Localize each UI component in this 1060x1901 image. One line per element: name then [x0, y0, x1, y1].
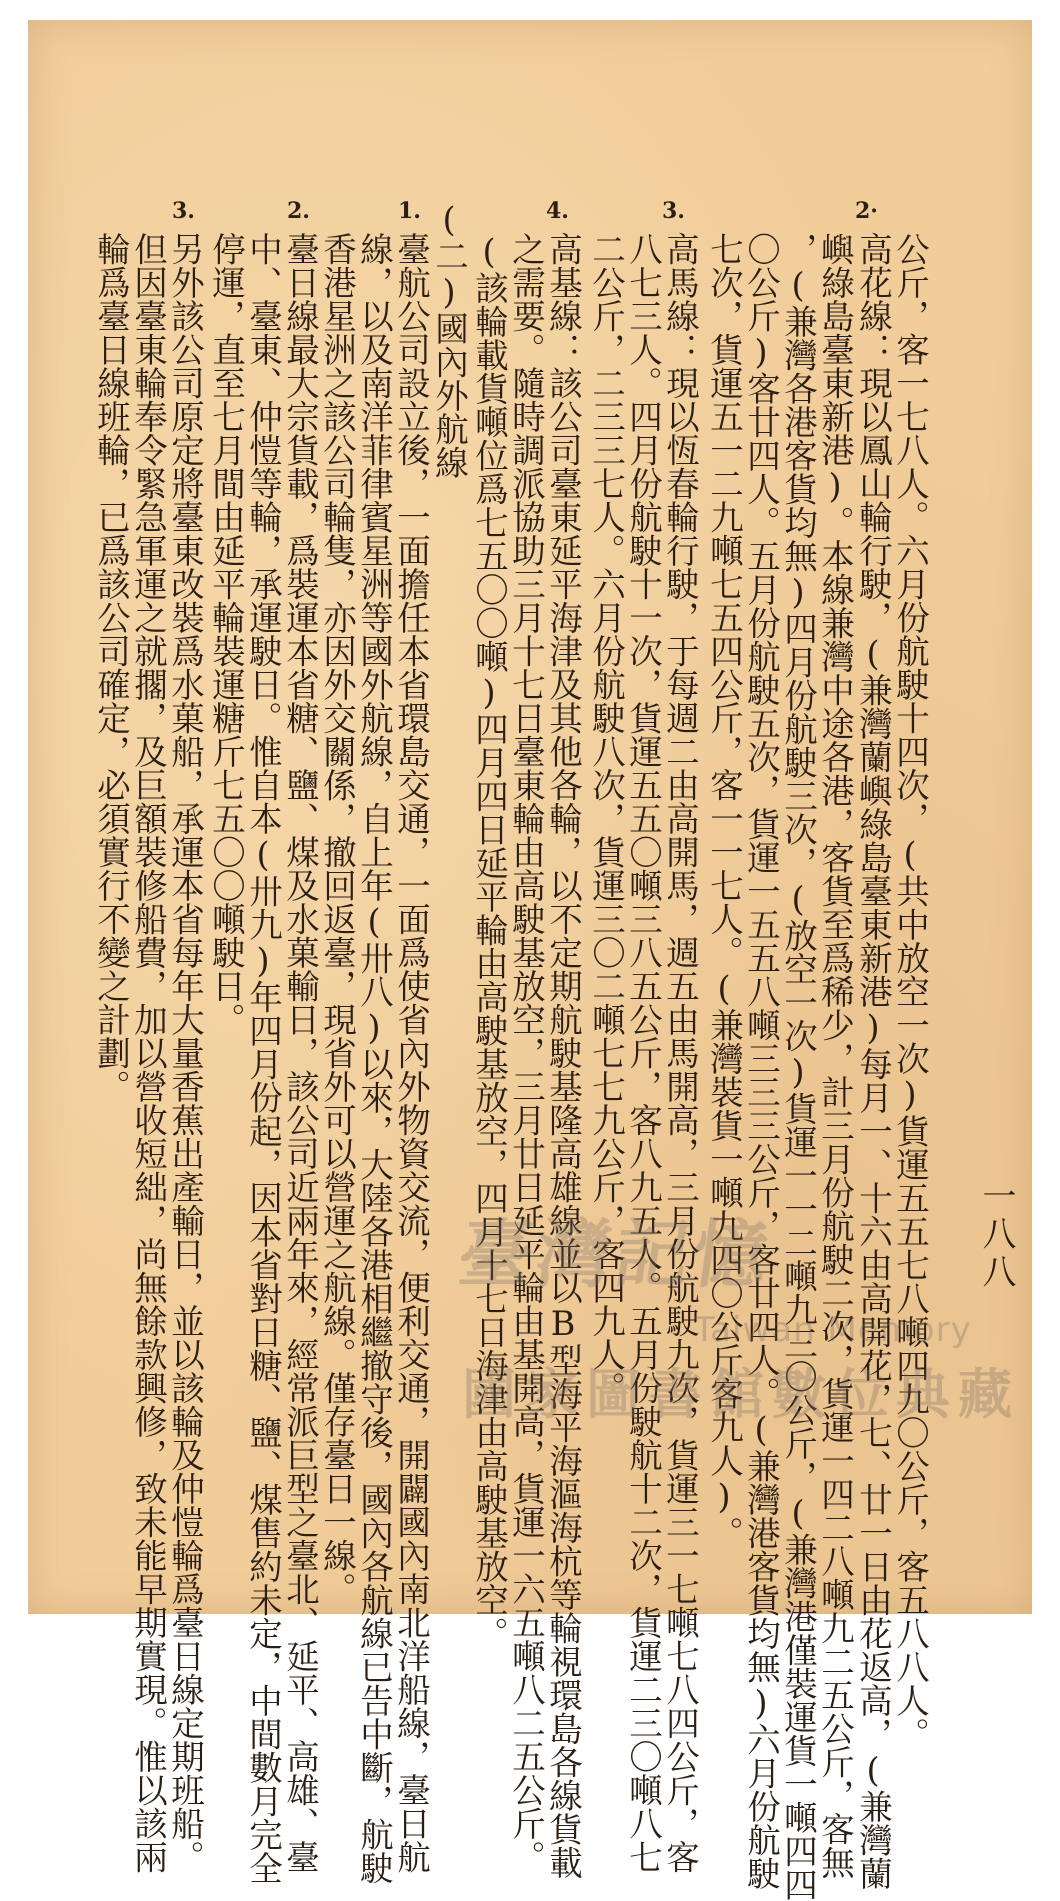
subsection-number-3: 3. [172, 198, 195, 224]
text-column: 線，以及南洋菲律賓星洲等國外航線，自上年(卅八)以來，大陸各港相繼撤守後，國內各航線已告中斷，航駛 [354, 232, 394, 1885]
text-column: 停運，直至七月間由延平輪裝運糖斤七五〇〇噸駛日。 [206, 232, 246, 1036]
watermark-logo: 臺灣記憶 [453, 1212, 778, 1298]
text-column: 高花線：現以鳳山輪行駛，(兼灣蘭嶼綠島臺東新港)每月一、十六由高開花，七、廿一日由花返高，(兼灣蘭 [853, 232, 893, 1890]
text-column: 高馬線：現以恆春輪行駛，于每週二由高開馬，週五由馬開高，三月份航駛九次，貨運三一七噸七八四公斤，客 [660, 232, 700, 1874]
text-column: 中、臺東、仲愷等輪，承運駛日。惟自本(卅九)年四月份起，因本省對日糖、鹽、煤售約未定，中間數月完全 [243, 232, 283, 1885]
text-column: 七次，貨運五一二九噸七五四公斤，客一一七人。(兼灣裝貨一噸九四〇公斤客九人)。 [704, 232, 744, 1550]
subsection-number-2: 2. [287, 198, 310, 224]
text-column: 香港星洲之該公司輪隻，亦因外交關係，撤回返臺，現省外可以營運之航線。僅存臺日一線。 [317, 232, 357, 1606]
text-column: 輪爲臺日線班輪，已爲該公司確定，必須實行不變之計劃。 [91, 232, 131, 1103]
text-column: 另外該公司原定將臺東改裝爲水菓船，承運本省每年大量香蕉出產輸日，並以該輪及仲愷輪爲臺日線定期班船。 [165, 232, 205, 1874]
watermark-english: Taiwan Memory [694, 1310, 972, 1350]
text-column: 臺航公司設立後，一面擔任本省環島交通，一面爲使省內外物資交流，便利交通，開闢國內南北洋船線，臺日航 [391, 232, 431, 1874]
item-number-3: 3. [662, 198, 685, 224]
text-column: 公斤，客一七八人。六月份航駛十四次，(共中放空一次)貨運五五七八噸四九〇公斤，客五八八人。 [890, 232, 930, 1751]
text-column: (該輪載貨噸位爲七五〇〇噸)四月四日延平輪由高駛基放空，四月十七日海津由高駛基放空。 [469, 232, 509, 1650]
text-column: 臺日線最大宗貨載，爲裝運本省糖、鹽、煤及水菓輸日，該公司近兩年來，經常派巨型之臺北、延平、高雄、臺 [280, 232, 320, 1874]
text-column: 但因臺東輪奉令緊急軍運之就擱，及巨額裝修船費，加以營收短絀，尚無餘款興修，致未能早期實現。惟以該兩 [128, 232, 168, 1874]
watermark-library: 國家圖書館數位典藏 [462, 1363, 1020, 1426]
item-number-4: 4. [546, 198, 569, 224]
text-column: 二公斤，二三三七人。六月份航駛八次，貨運三〇二噸七七九公斤，客四九人。 [586, 232, 626, 1405]
text-column: ，(兼灣各港客貨均無)四月份航駛三次，(放空一次)貨運一一二噸九三〇公斤，(兼灣港僅裝運貨一噸四四 [778, 232, 818, 1901]
text-column: 嶼綠島臺東新港)。本線兼灣中途各港，客貨至爲稀少，計三月份航駛二次，貨運一四二八噸九二五公斤，客無 [815, 232, 855, 1879]
text-column: 高基線：該公司臺東延平海津及其他各輪，以不定期航駛基隆高雄線並以B型海平海漚海杭等輪視環島各線貨載 [543, 232, 583, 1879]
text-column: 八七三人。四月份航駛十一次，貨運五五〇噸三八五公斤，客八九五人。五月份駛航十二次，貨運二三〇噸八七 [623, 232, 663, 1874]
text-column: 之需要。隨時調派協助三月十七日臺東輪由高駛基放空，三月廿日延平輪由基開高，貨運一六五噸八二五公斤。 [506, 232, 546, 1874]
item-number-2: 2· [855, 198, 878, 224]
page-number: 一八八 [976, 1178, 1016, 1292]
text-column: 〇公斤)客廿四人。五月份航駛五次，貨運一五五八噸三三三公斤，客廿四人。(兼灣港客貨均無)六月份航駛 [741, 232, 781, 1890]
subsection-number-1: 1. [398, 198, 421, 224]
section-heading: (二)國內外航線 [429, 200, 469, 479]
